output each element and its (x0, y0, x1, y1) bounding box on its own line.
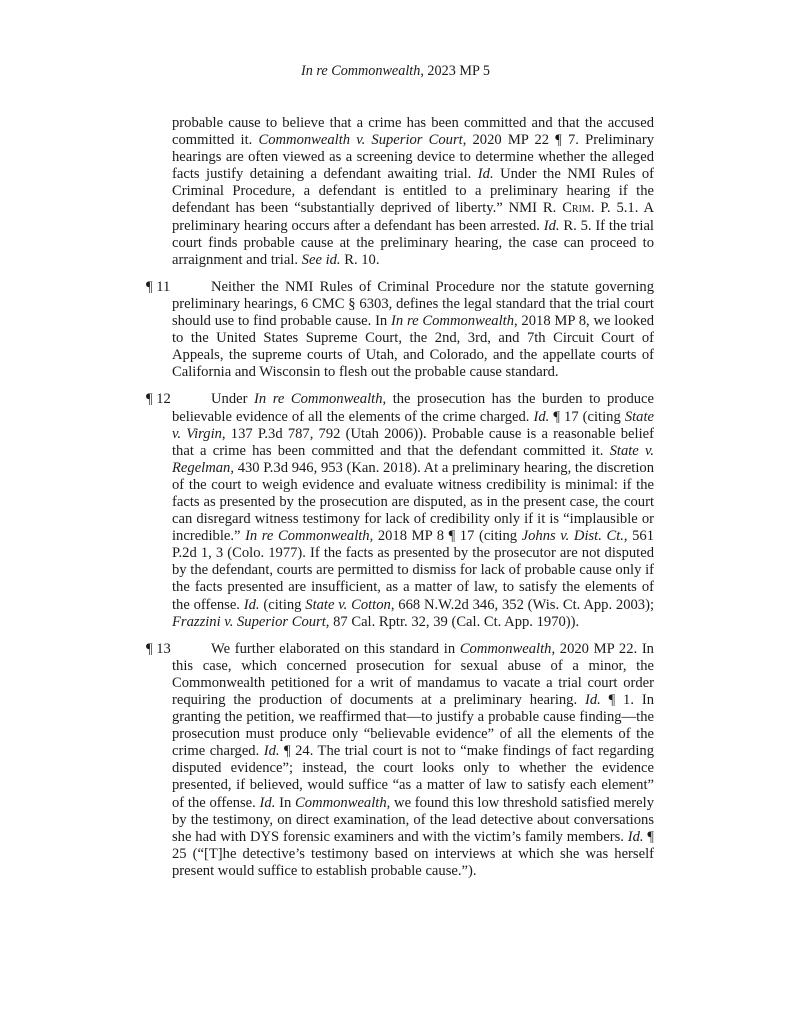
text-run: , 87 Cal. Rptr. 32, 39 (Cal. Ct. App. 1970)). (325, 613, 580, 630)
header-case-name: In re Commonwealth (301, 63, 421, 79)
paragraph-13 (146, 640, 654, 880)
citation-italic: Id. (259, 794, 276, 811)
paragraph-number-text: ¶ 13 (146, 640, 171, 657)
citation-italic: Commonwealth v. Superior Court (258, 132, 463, 149)
text-run: (citing (259, 596, 306, 613)
text-run: ¶ 17 (citing (549, 408, 625, 425)
header-citation: , 2023 MP 5 (420, 63, 490, 79)
text-run: , 2020 MP 22. In this case, which concerned prosecution for sexual abuse of a minor, the Commonwealth petitioned for a writ of mandamus to vacate a trial court order requiring the production of documents at a preliminary hearing. (172, 640, 654, 708)
citation-italic: Id. (627, 828, 644, 845)
paragraph-number (146, 641, 178, 658)
citation-italic: Id. (477, 166, 494, 183)
citation-italic: Johns v. Dist. Ct. (521, 528, 624, 545)
text-run: , 561 P.2d 1, 3 (Colo. 1977). If the facts as presented by the prosecutor are not disputed by the defendant, courts are permitted to dismiss for lack of probable cause only if the facts presented are insufficient, as a matter of law, to satisfy the elements of the offense. (172, 528, 655, 613)
paragraph-11 (146, 278, 655, 382)
citation-italic: Frazzini v. Superior Court (172, 613, 326, 630)
text-run: , we found this low threshold satisfied merely by the testimony, on direct examination, of the lead detective about conversations she had with DYS forensic examiners and with the victim’s family members. (172, 794, 654, 845)
text-run: Under the NMI Rules of Criminal Procedure, a defendant is entitled to a preliminary hearing if the defendant has been “substantially deprived of liberty.” NMI R. (172, 166, 654, 217)
citation-italic: Id. (263, 743, 280, 760)
citation-italic: In re Commonwealth (254, 391, 383, 408)
paragraph-number-text: ¶ 12 (146, 391, 171, 408)
text-run: , 430 P.3d 946, 953 (Kan. 2018). At a preliminary hearing, the discretion of the court to weigh evidence and evaluate witness credibility is minimal: if the facts as presented by the prosecution are disputed, as in the present case, the court can disregard witness testimony for lack of credibility only if it is “implausible or incredible.” (172, 459, 654, 545)
text-run: ¶ 1. In granting the petition, we reaffirmed that—to justify a probable cause finding—the prosecution must produce only “believable evidence” of all the elements of the crime charged. (172, 692, 654, 760)
paragraph-continuation (172, 115, 654, 269)
text-run: , 668 N.W.2d 346, 352 (Wis. Ct. App. 2003); (390, 596, 654, 613)
text-run: In (275, 794, 296, 811)
text-run: We further elaborated on this standard in (211, 640, 460, 657)
text-run: R. 10. (340, 251, 380, 268)
paragraph-number-text: ¶ 11 (146, 278, 171, 295)
paragraph-12 (146, 391, 655, 630)
paragraph-number (146, 391, 178, 408)
citation-italic: Id. (543, 217, 560, 234)
citation-italic: See id. (301, 251, 341, 268)
citation-italic: Commonwealth (459, 640, 552, 657)
citation-italic: Commonwealth (295, 794, 387, 811)
citation-italic: In re Commonwealth (391, 313, 514, 330)
text-run: R. 5. If the trial court finds probable cause at the preliminary hearing, the case can proceed to arraignment and trial. (172, 217, 654, 268)
text-run: , 2018 MP 8 ¶ 17 (citing (369, 528, 522, 545)
text-run: , 2020 MP 22 ¶ 7. Preliminary hearings are often viewed as a screening device to determine whether the alleged facts justify detaining a defendant awaiting trial. (172, 132, 654, 183)
citation-italic: Id. (243, 596, 260, 613)
text-run: . P. 5.1. A preliminary hearing occurs after a defendant has been arrested. (172, 200, 654, 234)
citation-italic: Id. (584, 692, 601, 708)
citation-italic: Id. (533, 408, 550, 425)
text-run: , 137 P.3d 787, 792 (Utah 2006)). Probable cause is a reasonable belief that a crime has been committed and that the defendant committed it. (172, 425, 654, 459)
text-run: probable cause to believe that a crime has been committed and that the accused committed it. (172, 115, 654, 149)
citation-italic: State v. Virgin (172, 408, 654, 442)
running-header (0, 62, 791, 80)
citation-italic: State v. Regelman (172, 442, 654, 476)
opinion-body (146, 115, 655, 890)
paragraph-number (146, 279, 178, 296)
text-run: ¶ 24. The trial court is not to “make findings of fact regarding disputed evidence”; instead, the court looks only to whether the evidence presented, if believed, would suffice “as a matter of law to satisfy each element” of the offense. (172, 743, 654, 811)
citation-italic: State v. Cotton (305, 596, 391, 613)
text-run: , 2018 MP 8, we looked to the United States Supreme Court, the 2nd, 3rd, and 7th Circuit Court of Appeals, the supreme courts of Utah, and Colorado, and the appellate courts of California and Wisconsin to flesh out the probable cause standard. (172, 313, 655, 381)
text-run: ¶ 25 (“[T]he detective’s testimony based on interviews at which she was herself present would suffice to establish probable cause.”). (172, 828, 654, 879)
text-run: , the prosecution has the burden to produce believable evidence of all the elements of the crime charged. (172, 391, 655, 425)
text-run: Neither the NMI Rules of Criminal Procedure nor the statute governing preliminary hearings, 6 CMC § 6303, defines the legal standard that the trial court should use to find probable cause. In (172, 278, 654, 330)
small-caps-text: Crim (562, 200, 591, 217)
citation-italic: In re Commonwealth (245, 528, 370, 545)
text-run: Under (211, 391, 255, 408)
